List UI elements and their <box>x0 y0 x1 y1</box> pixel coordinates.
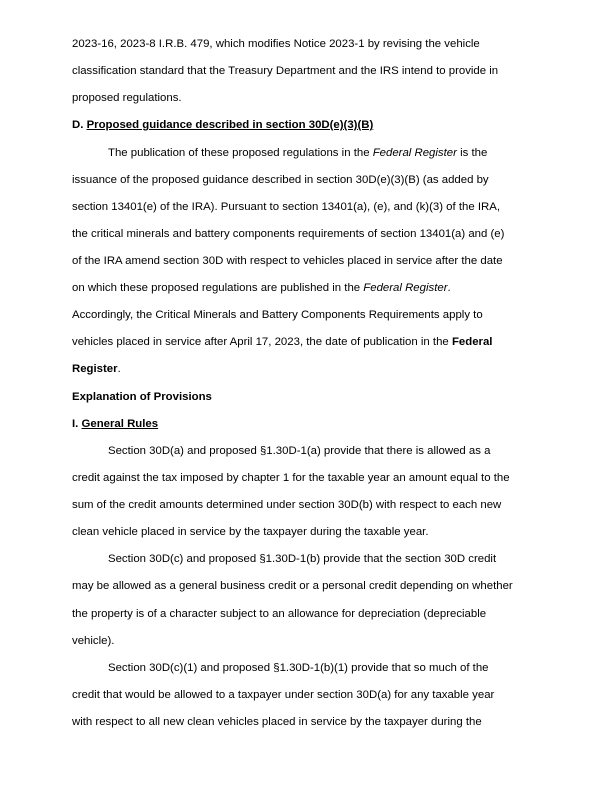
text-line: of the IRA amend section 30D with respect to vehicles placed in service after the date <box>72 255 503 267</box>
text-line: may be allowed as a general business credit or a personal credit depending on whether <box>72 580 513 592</box>
text-line: with respect to all new clean vehicles placed in service by the taxpayer during the <box>72 716 482 728</box>
text-line: classification standard that the Treasury Department and the IRS intend to provide in <box>72 65 499 77</box>
section-heading-i <box>72 417 542 431</box>
text-run-italic: Federal Register <box>372 147 457 159</box>
text-run: . <box>117 363 121 375</box>
text-line: section 13401(e) of the IRA). Pursuant to section 13401(a), (e), and (k)(3) of the IRA, <box>72 201 500 213</box>
section-heading-d <box>72 118 542 132</box>
text-run-bold: Register <box>72 363 118 375</box>
text-line: clean vehicle placed in service by the taxpayer during the taxable year. <box>72 526 429 538</box>
text-line: proposed regulations. <box>72 92 182 104</box>
text-line: the critical minerals and battery components requirements of section 13401(a) and (e) <box>72 228 505 240</box>
text-line: vehicle). <box>72 635 115 647</box>
section-number: I. <box>72 418 82 430</box>
text-line <box>72 335 542 349</box>
section-title: Proposed guidance described in section 30D(e)(3)(B) <box>86 119 374 131</box>
text-line: Section 30D(c) and proposed §1.30D-1(b) provide that the section 30D credit <box>108 553 497 565</box>
text-line: sum of the credit amounts determined under section 30D(b) with respect to each new <box>72 499 502 511</box>
text-run: The publication of these proposed regulations in the <box>108 147 373 159</box>
text-run-bold: Federal <box>451 336 493 348</box>
section-title: General Rules <box>81 418 159 430</box>
text-line: Section 30D(c)(1) and proposed §1.30D-1(b)(1) provide that so much of the <box>108 662 489 674</box>
section-number: D. <box>72 119 87 131</box>
text-line: Accordingly, the Critical Minerals and Battery Components Requirements apply to <box>72 309 483 321</box>
text-run-italic: Federal Register <box>363 282 448 294</box>
text-line: the property is of a character subject to an allowance for depreciation (depreciable <box>72 608 487 620</box>
text-run: . <box>447 282 451 294</box>
text-line: 2023-16, 2023-8 I.R.B. 479, which modifies Notice 2023-1 by revising the vehicle <box>72 38 480 50</box>
heading-explanation-of-provisions: Explanation of Provisions <box>72 391 212 403</box>
text-run: on which these proposed regulations are published in the <box>72 282 364 294</box>
text-run: vehicles placed in service after April 17, 2023, the date of publication in the <box>72 336 452 348</box>
text-line: issuance of the proposed guidance described in section 30D(e)(3)(B) (as added by <box>72 174 489 186</box>
text-line <box>108 146 578 160</box>
text-line <box>72 281 542 295</box>
text-line <box>72 362 542 376</box>
text-line: credit against the tax imposed by chapter 1 for the taxable year an amount equal to the <box>72 472 510 484</box>
text-line: Section 30D(a) and proposed §1.30D-1(a) provide that there is allowed as a <box>108 445 491 457</box>
text-run: is the <box>456 147 488 159</box>
text-line: credit that would be allowed to a taxpayer under section 30D(a) for any taxable year <box>72 689 495 701</box>
